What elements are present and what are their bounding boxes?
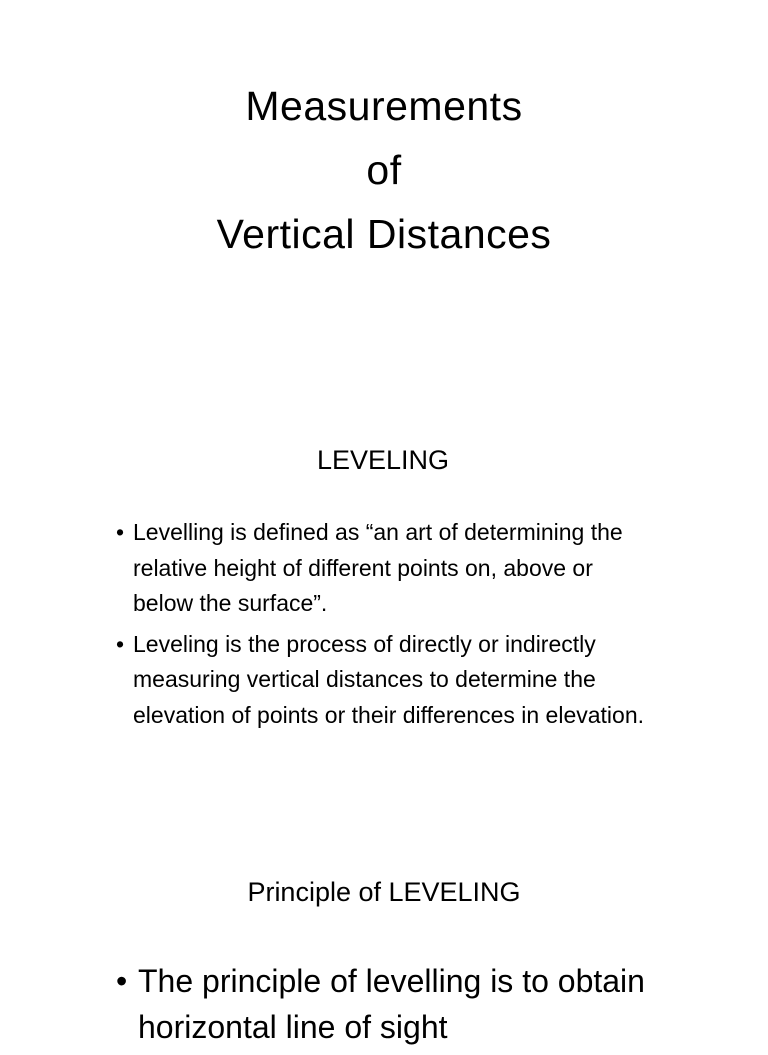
bullet-icon: • [116, 519, 125, 545]
section-heading-leveling: LEVELING [316, 445, 450, 475]
bullet-icon: • [116, 630, 125, 657]
list-item [116, 627, 656, 734]
section-heading-principle: Principle of LEVELING [247, 877, 521, 907]
bullet-icon: • [116, 963, 128, 999]
page-title [0, 74, 768, 266]
list-item [116, 958, 716, 1050]
bullet-text: Leveling is the process of directly or indirectly measuring vertical distances to determine the elevation of points or their differences in elevation. [133, 630, 644, 728]
list-item [116, 515, 656, 622]
principle-bullet-list [116, 958, 716, 1055]
bullet-text: Levelling is defined as “an art of determining the relative height of different points on, above or below the surface”. [133, 519, 623, 616]
bullet-text: The principle of levelling is to obtain horizontal line of sight [138, 963, 645, 1045]
title-line-1: Measurements [245, 83, 523, 129]
leveling-bullet-list [116, 515, 656, 738]
title-line-3: Vertical Distances [216, 211, 552, 257]
title-line-2: of [366, 147, 402, 193]
